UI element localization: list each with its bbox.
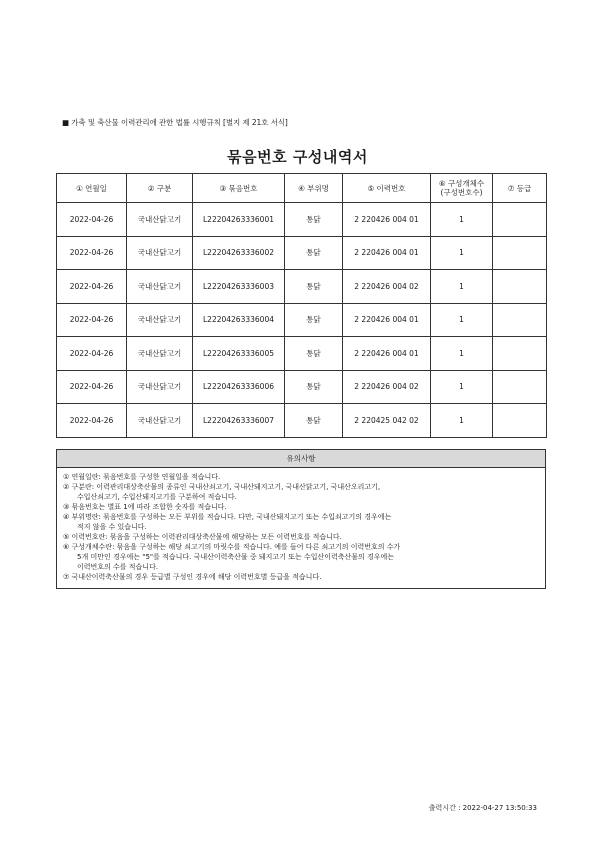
cell-unit-count: 1 bbox=[431, 337, 493, 371]
table-row bbox=[57, 203, 547, 237]
bundle-table bbox=[56, 173, 547, 438]
cell-unit-count: 1 bbox=[431, 303, 493, 337]
table-header-row bbox=[57, 174, 547, 203]
table-row bbox=[57, 337, 547, 371]
cell-category: 국내산닭고기 bbox=[127, 370, 193, 404]
cell-date: 2022-04-26 bbox=[57, 404, 127, 438]
cell-part-name: 통닭 bbox=[285, 203, 343, 237]
cell-grade bbox=[493, 370, 547, 404]
cell-date: 2022-04-26 bbox=[57, 203, 127, 237]
cell-grade bbox=[493, 270, 547, 304]
cell-unit-count: 1 bbox=[431, 236, 493, 270]
cell-bundle-number: L22204263336003 bbox=[193, 270, 285, 304]
cell-bundle-number: L22204263336001 bbox=[193, 203, 285, 237]
cell-date: 2022-04-26 bbox=[57, 370, 127, 404]
form-caption: ■ 가축 및 축산물 이력관리에 관한 법률 시행규칙 [별지 제 21호 서식] bbox=[62, 118, 288, 127]
cell-bundle-number: L22204263336007 bbox=[193, 404, 285, 438]
notice-line: ② 구분란: 이력관리대상축산물의 종류인 국내산쇠고기, 국내산돼지고기, 국내산닭고기, 국내산오리고기, bbox=[63, 483, 381, 491]
cell-unit-count: 1 bbox=[431, 370, 493, 404]
cell-part-name: 통닭 bbox=[285, 404, 343, 438]
cell-category: 국내산닭고기 bbox=[127, 337, 193, 371]
cell-trace-number: 2 220426 004 01 bbox=[343, 337, 431, 371]
cell-part-name: 통닭 bbox=[285, 370, 343, 404]
cell-date: 2022-04-26 bbox=[57, 337, 127, 371]
header-grade: ⑦ 등급 bbox=[493, 174, 547, 203]
table-row bbox=[57, 270, 547, 304]
notice-body bbox=[57, 468, 545, 588]
cell-trace-number: 2 220426 004 02 bbox=[343, 270, 431, 304]
cell-bundle-number: L22204263336004 bbox=[193, 303, 285, 337]
cell-bundle-number: L22204263336002 bbox=[193, 236, 285, 270]
notice-line: ⑥ 구성개체수란: 묶음을 구성하는 해당 쇠고기의 마릿수를 적습니다. 예를 들어 다른 쇠고기의 이력번호의 수가 bbox=[63, 543, 401, 551]
cell-bundle-number: L22204263336006 bbox=[193, 370, 285, 404]
table-row bbox=[57, 236, 547, 270]
cell-part-name: 통닭 bbox=[285, 337, 343, 371]
cell-date: 2022-04-26 bbox=[57, 270, 127, 304]
cell-category: 국내산닭고기 bbox=[127, 303, 193, 337]
notice-line: ③ 묶음번호는 별표 1에 따라 조합한 숫자를 적습니다. bbox=[63, 503, 227, 511]
table-row bbox=[57, 404, 547, 438]
notice-line: ⑦ 국내산이력축산물의 경우 등급별 구성인 경우에 해당 이력번호별 등급을 적습니다. bbox=[63, 573, 322, 581]
cell-date: 2022-04-26 bbox=[57, 303, 127, 337]
table-row bbox=[57, 370, 547, 404]
cell-unit-count: 1 bbox=[431, 404, 493, 438]
document-title: 묶음번호 구성내역서 bbox=[227, 148, 368, 166]
notice-line: 수입산쇠고기, 수입산돼지고기를 구분하여 적습니다. bbox=[77, 493, 237, 501]
cell-part-name: 통닭 bbox=[285, 236, 343, 270]
notice-heading: 유의사항 bbox=[57, 450, 545, 468]
header-part-name: ④ 부위명 bbox=[285, 174, 343, 203]
header-category: ② 구분 bbox=[127, 174, 193, 203]
header-bundle-number: ③ 묶음번호 bbox=[193, 174, 285, 203]
header-trace-number: ⑤ 이력번호 bbox=[343, 174, 431, 203]
table-row bbox=[57, 303, 547, 337]
cell-trace-number: 2 220425 042 02 bbox=[343, 404, 431, 438]
notice-line: 5개 미만인 경우에는 "5"를 적습니다. 국내산이력축산물 중 돼지고기 또는 수입산이력축산물의 경우에는 bbox=[77, 553, 395, 561]
cell-unit-count: 1 bbox=[431, 203, 493, 237]
cell-part-name: 통닭 bbox=[285, 303, 343, 337]
notice-line: 이력번호의 수를 적습니다. bbox=[77, 563, 159, 571]
header-unit-count bbox=[431, 174, 493, 203]
notice-box bbox=[56, 449, 546, 589]
cell-trace-number: 2 220426 004 01 bbox=[343, 203, 431, 237]
notice-line: ① 연월일란: 묶음번호를 구성한 연월일을 적습니다. bbox=[63, 473, 221, 481]
notice-line: 적지 않을 수 있습니다. bbox=[77, 523, 147, 531]
output-timestamp: 출력시간 : 2022-04-27 13:50:33 bbox=[428, 804, 537, 812]
cell-category: 국내산닭고기 bbox=[127, 203, 193, 237]
cell-grade bbox=[493, 203, 547, 237]
cell-part-name: 통닭 bbox=[285, 270, 343, 304]
cell-unit-count: 1 bbox=[431, 270, 493, 304]
header-date: ① 연월일 bbox=[57, 174, 127, 203]
cell-grade bbox=[493, 337, 547, 371]
cell-grade bbox=[493, 236, 547, 270]
cell-trace-number: 2 220426 004 02 bbox=[343, 370, 431, 404]
notice-line: ⑤ 이력번호란: 묶음을 구성하는 이력관리대상축산물에 해당하는 모든 이력번호를 적습니다. bbox=[63, 533, 342, 541]
cell-category: 국내산닭고기 bbox=[127, 404, 193, 438]
cell-category: 국내산닭고기 bbox=[127, 236, 193, 270]
cell-date: 2022-04-26 bbox=[57, 236, 127, 270]
cell-category: 국내산닭고기 bbox=[127, 270, 193, 304]
cell-trace-number: 2 220426 004 01 bbox=[343, 303, 431, 337]
cell-grade bbox=[493, 303, 547, 337]
header-unit-count-line2: (구성번호수) bbox=[440, 188, 483, 197]
notice-line: ④ 부위명란: 묶음번호를 구성하는 모든 부위를 적습니다. 다만, 국내산돼지고기 또는 수입쇠고기의 경우에는 bbox=[63, 513, 392, 521]
cell-grade bbox=[493, 404, 547, 438]
header-unit-count-line1: ⑥ 구성개체수 bbox=[438, 179, 485, 188]
cell-bundle-number: L22204263336005 bbox=[193, 337, 285, 371]
cell-trace-number: 2 220426 004 01 bbox=[343, 236, 431, 270]
